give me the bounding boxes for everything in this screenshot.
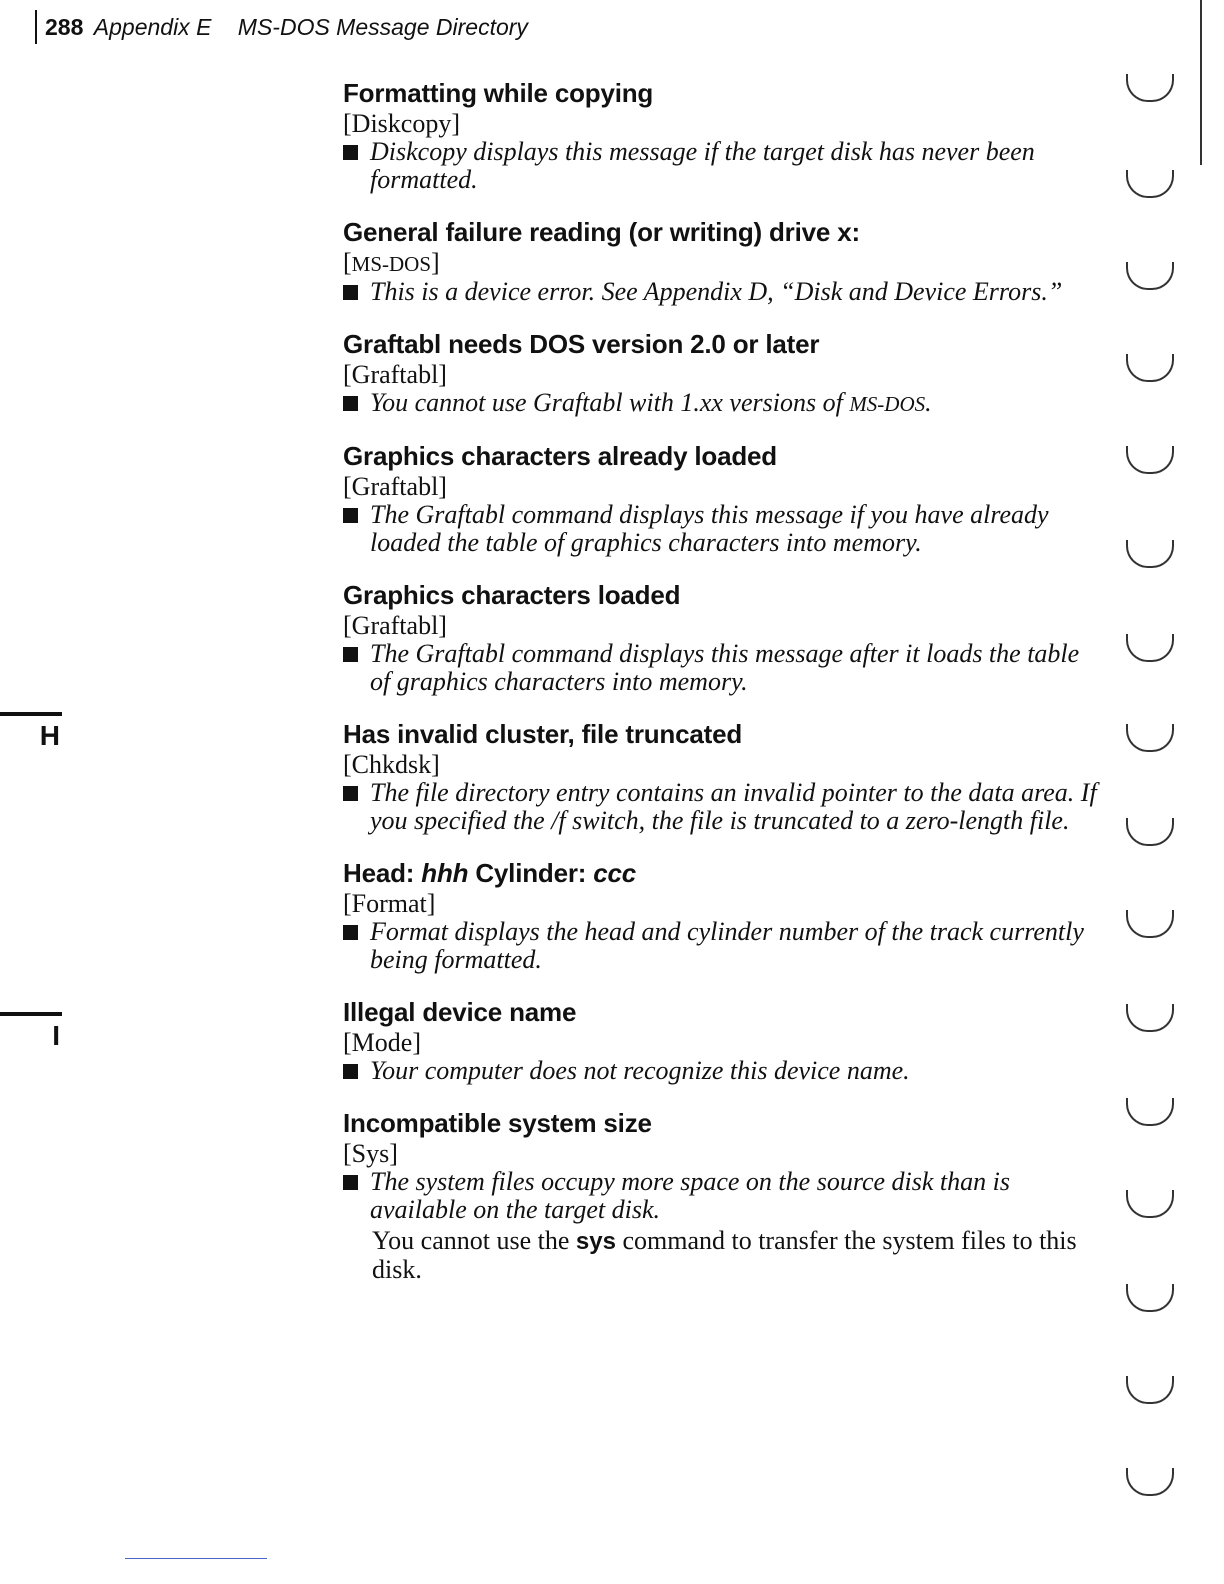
binder-hole-icon <box>1126 540 1174 568</box>
thumb-tab-bar <box>0 1012 62 1016</box>
message-description: Your computer does not recognize this device name. <box>343 1057 1103 1085</box>
binder-hole-icon <box>1126 634 1174 662</box>
bullet-icon <box>343 1064 358 1079</box>
binder-hole-icon <box>1126 1468 1174 1496</box>
bullet-icon <box>343 285 358 300</box>
message-text: Head: hhh Cylinder: ccc <box>343 858 637 888</box>
message-text: Has invalid cluster, file truncated <box>343 719 743 749</box>
message-entry <box>343 327 1103 418</box>
message-text: Graphics characters already loaded <box>343 441 777 471</box>
binder-hole-icon <box>1126 262 1174 290</box>
page-title: MS-DOS Message Directory <box>237 14 528 40</box>
message-entry <box>343 856 1103 974</box>
bullet-icon <box>343 508 358 523</box>
command-tag: [Mode] <box>343 1028 422 1057</box>
binder-hole-icon <box>1126 1376 1174 1404</box>
binder-hole-icon <box>1126 354 1174 382</box>
footer-rule <box>125 1558 267 1559</box>
command-tag: [Diskcopy] <box>343 109 461 138</box>
bullet-icon <box>343 925 358 940</box>
message-directory <box>343 76 1103 1305</box>
command-tag: [Sys] <box>343 1139 398 1168</box>
binder-hole-icon <box>1126 446 1174 474</box>
margin-rule <box>1200 0 1202 165</box>
message-entry <box>343 717 1103 835</box>
message-description: Format displays the head and cylinder number of the track currently being formatted. <box>343 918 1103 974</box>
message-text: Formatting while copying <box>343 78 654 108</box>
message-description: The Graftabl command displays this message if you have already loaded the table of graphics characters into memory. <box>343 501 1103 557</box>
message-text: Graftabl needs DOS version 2.0 or later <box>343 329 820 359</box>
binder-hole-icon <box>1126 74 1174 102</box>
command-tag: [Graftabl] <box>343 611 447 640</box>
message-text: Illegal device name <box>343 997 577 1027</box>
binder-hole-icon <box>1126 1098 1174 1126</box>
binder-hole-icon <box>1126 1284 1174 1312</box>
message-text: Graphics characters loaded <box>343 580 681 610</box>
command-tag: [Graftabl] <box>343 360 447 389</box>
bullet-icon <box>343 1175 358 1190</box>
binder-hole-icon <box>1126 1004 1174 1032</box>
message-entry <box>343 1106 1103 1284</box>
bullet-icon <box>343 396 358 411</box>
message-description: Diskcopy displays this message if the target disk has never been formatted. <box>343 138 1103 194</box>
message-text: General failure reading (or writing) drive x: <box>343 217 860 247</box>
command-tag: [Chkdsk] <box>343 750 440 779</box>
binder-hole-icon <box>1126 1190 1174 1218</box>
command-tag: [Format] <box>343 889 436 918</box>
message-description: This is a device error. See Appendix D, “Disk and Device Errors.” <box>343 278 1103 306</box>
message-description: The Graftabl command displays this message after it loads the table of graphics characters into memory. <box>343 640 1103 696</box>
binder-hole-icon <box>1126 170 1174 198</box>
message-entry <box>343 578 1103 696</box>
bullet-icon <box>343 145 358 160</box>
binder-hole-icon <box>1126 818 1174 846</box>
message-description: You cannot use Graftabl with 1.xx versions of MS-DOS. <box>343 389 1103 418</box>
message-text: Incompatible system size <box>343 1108 652 1138</box>
bullet-icon <box>343 647 358 662</box>
bullet-icon <box>343 786 358 801</box>
message-description: The file directory entry contains an invalid pointer to the data area. If you specified the /f switch, the file is truncated to a zero-length file. <box>343 779 1103 835</box>
binder-hole-icon <box>1126 910 1174 938</box>
running-head <box>35 10 528 44</box>
message-entry <box>343 76 1103 194</box>
command-tag: [MS-DOS] <box>343 248 440 277</box>
command-tag: [Graftabl] <box>343 472 447 501</box>
message-entry <box>343 215 1103 306</box>
thumb-tab-letter: I <box>52 1020 60 1051</box>
appendix-label: Appendix E <box>93 14 212 40</box>
message-note: You cannot use the sys command to transfer the system files to this disk. <box>372 1226 1077 1284</box>
message-entry <box>343 995 1103 1085</box>
thumb-tab-h <box>0 712 62 752</box>
message-entry <box>343 439 1103 557</box>
binder-hole-icon <box>1126 724 1174 752</box>
thumb-tab-letter: H <box>39 720 60 751</box>
message-description: The system files occupy more space on the source disk than is available on the target disk. <box>343 1168 1103 1224</box>
thumb-tab-bar <box>0 712 62 716</box>
page-number: 288 <box>45 14 84 40</box>
thumb-tab-i <box>0 1012 62 1052</box>
